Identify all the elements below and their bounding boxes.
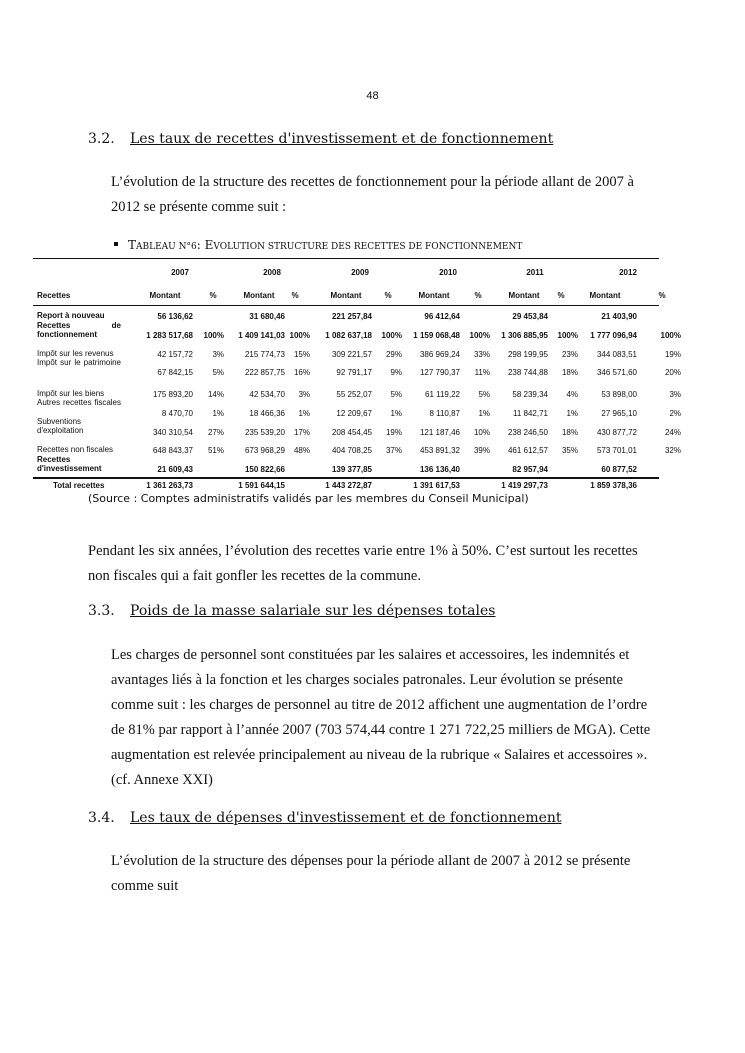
table-cell-amount: 58 239,34 xyxy=(512,390,548,399)
column-header-montant: Montant xyxy=(418,291,450,300)
table-title-part: VOLUTION STRUCTURE DES RECETTES DE FONCTIONNEMENT xyxy=(213,242,523,252)
year-header: 2008 xyxy=(263,268,281,277)
paragraph-line: L’évolution de la structure des dépenses pour la période allant de 2007 à 2012 se présente xyxy=(111,853,631,869)
table-title-part: T xyxy=(128,238,137,252)
table-cell-amount: 386 969,24 xyxy=(419,350,460,359)
table-cell-percent: 100% xyxy=(203,331,224,340)
year-header: 2007 xyxy=(171,268,189,277)
table-cell-amount: 136 136,40 xyxy=(419,465,460,474)
table-cell-amount: 573 701,01 xyxy=(596,446,637,455)
table-cell-amount: 67 842,15 xyxy=(157,368,193,377)
table-cell-amount: 56 136,62 xyxy=(157,312,193,321)
table-cell-percent: 33% xyxy=(473,350,490,359)
table-cell-amount: 96 412,64 xyxy=(424,312,460,321)
column-header-montant: Montant xyxy=(149,291,181,300)
row-label: Impôt sur les biens xyxy=(37,389,105,398)
paragraph-line: avantages liés à la fonction et les charges sociales patronales. Leur évolution se présente xyxy=(111,672,623,688)
section-3-3-paragraph xyxy=(111,643,661,793)
table-cell-amount: 139 377,85 xyxy=(331,465,372,474)
table-cell-percent: 100% xyxy=(557,331,578,340)
paragraph-line: comme suit xyxy=(111,878,179,894)
analysis-paragraph xyxy=(88,539,663,589)
table-title-part: ABLEAU N°6 xyxy=(136,242,197,252)
table-cell-percent: 9% xyxy=(390,368,402,377)
table-cell-amount: 1 391 617,53 xyxy=(413,481,460,490)
table-cell-amount: 29 453,84 xyxy=(512,312,548,321)
paragraph-line: (cf. Annexe XXI) xyxy=(111,772,213,788)
row-label: Report à nouveau xyxy=(37,311,105,320)
table-cell-percent: 3% xyxy=(669,390,681,399)
table-cell-amount: 31 680,46 xyxy=(249,312,285,321)
row-label: Recettes non fiscales xyxy=(37,445,114,454)
table-cell-amount: 21 609,43 xyxy=(157,465,193,474)
paragraph-line: Les charges de personnel sont constituées par les salaires et accessoires, les indemnités et xyxy=(111,647,630,663)
table-cell-percent: 100% xyxy=(660,331,681,340)
paragraph-line: 2012 se présente comme suit : xyxy=(111,199,287,215)
table-cell-amount: 27 965,10 xyxy=(601,409,637,418)
table-cell-amount: 309 221,57 xyxy=(331,350,372,359)
table-cell-percent: 18% xyxy=(561,368,578,377)
column-header-pct: % xyxy=(209,291,217,300)
table-cell-amount: 340 310,54 xyxy=(152,428,193,437)
table-cell-amount: 8 470,70 xyxy=(161,409,193,418)
table-cell-amount: 344 083,51 xyxy=(596,350,637,359)
table-cell-amount: 1 082 637,18 xyxy=(325,331,372,340)
paragraph-line: L’évolution de la structure des recettes de fonctionnement pour la période allant de 2007 à xyxy=(111,174,634,190)
section-title: Poids de la masse salariale sur les dépenses totales xyxy=(130,603,496,619)
table-cell-amount: 11 842,71 xyxy=(513,409,548,418)
year-header: 2012 xyxy=(619,268,637,277)
table-cell-amount: 82 957,94 xyxy=(512,465,548,474)
table-cell-percent: 3% xyxy=(212,350,224,359)
column-header-montant: Montant xyxy=(508,291,540,300)
table-cell-amount: 21 403,90 xyxy=(601,312,637,321)
table-cell-amount: 238 744,88 xyxy=(507,368,548,377)
column-header-pct: % xyxy=(658,291,666,300)
table-cell-percent: 1% xyxy=(478,409,490,418)
column-header-pct: % xyxy=(291,291,299,300)
table-cell-amount: 127 790,37 xyxy=(419,368,460,377)
table-cell-amount: 121 187,46 xyxy=(419,428,460,437)
table-cell-amount: 404 708,25 xyxy=(331,446,372,455)
table-cell-amount: 1 591 644,15 xyxy=(238,481,285,490)
row-label-text: Autres recettes fiscales xyxy=(37,398,121,407)
table-cell-amount: 61 119,22 xyxy=(425,390,460,399)
table-cell-amount: 18 466,36 xyxy=(249,409,285,418)
table-title-part: E xyxy=(204,238,214,252)
column-header-pct: % xyxy=(384,291,392,300)
year-header: 2009 xyxy=(351,268,369,277)
table-cell-percent: 2% xyxy=(669,409,681,418)
table-cell-amount: 175 893,20 xyxy=(152,390,193,399)
table-cell-amount: 92 791,17 xyxy=(336,368,372,377)
row-label xyxy=(37,359,121,368)
table-cell-amount: 208 454,45 xyxy=(331,428,372,437)
column-header-pct: % xyxy=(557,291,565,300)
row-label-text: Impôt sur le patrimoine xyxy=(37,358,121,367)
bullet-icon xyxy=(114,242,118,246)
table-title xyxy=(114,238,522,252)
table-cell-percent: 27% xyxy=(207,428,224,437)
table-cell-amount: 461 612,57 xyxy=(507,446,548,455)
table-cell-amount: 235 539,20 xyxy=(244,428,285,437)
table-cell-percent: 23% xyxy=(561,350,578,359)
table-cell-percent: 35% xyxy=(561,446,578,455)
table-cell-amount: 1 361 263,73 xyxy=(146,481,193,490)
table-cell-percent: 17% xyxy=(293,428,310,437)
paragraph-line: de 81% par rapport à l’année 2007 (703 574,44 contre 1 271 722,25 milliers de MGA). Cette xyxy=(111,722,651,738)
table-cell-percent: 39% xyxy=(473,446,490,455)
table-cell-amount: 238 246,50 xyxy=(507,428,548,437)
paragraph-line: augmentation est relevée principalement au niveau de la rubrique « Salaires et accessoires ». xyxy=(111,747,648,763)
table-cell-amount: 42 534,70 xyxy=(249,390,285,399)
table-cell-percent: 4% xyxy=(566,390,578,399)
source-note: (Source : Comptes administratifs validés par les membres du Conseil Municipal) xyxy=(88,492,529,505)
paragraph-line: Pendant les six années, l’évolution des recettes varie entre 1% à 50%. C’est surtout les recettes xyxy=(88,543,638,559)
table-cell-percent: 11% xyxy=(474,368,490,377)
table-cell-amount: 453 891,32 xyxy=(419,446,460,455)
table-cell-percent: 37% xyxy=(385,446,402,455)
row-label-text: Recettes de fonctionnement xyxy=(37,321,121,339)
section-3-2-paragraph xyxy=(111,170,661,220)
table-cell-amount: 55 252,07 xyxy=(336,390,372,399)
table-cell-percent: 18% xyxy=(561,428,578,437)
table-cell-percent: 3% xyxy=(298,390,310,399)
table-cell-percent: 5% xyxy=(390,390,402,399)
table-cell-amount: 430 877,72 xyxy=(596,428,637,437)
table-cell-amount: 215 774,73 xyxy=(244,350,285,359)
column-header-montant: Montant xyxy=(243,291,275,300)
year-header: 2010 xyxy=(439,268,457,277)
table-cell-percent: 29% xyxy=(385,350,402,359)
table-cell-amount: 1 306 885,95 xyxy=(501,331,548,340)
table-cell-percent: 19% xyxy=(385,428,402,437)
table-cell-percent: 1% xyxy=(566,409,578,418)
table-rule-bottom xyxy=(33,477,659,479)
table-cell-percent: 20% xyxy=(664,368,681,377)
table-cell-amount: 1 777 096,94 xyxy=(590,331,637,340)
table-cell-amount: 1 419 297,73 xyxy=(501,481,548,490)
table-cell-percent: 19% xyxy=(664,350,681,359)
table-cell-amount: 42 157,72 xyxy=(157,350,193,359)
row-label: Total recettes xyxy=(53,481,105,490)
table-cell-percent: 14% xyxy=(207,390,224,399)
table-cell-amount: 346 571,60 xyxy=(596,368,637,377)
row-label: Impôt sur les revenus xyxy=(37,349,114,358)
table-cell-percent: 1% xyxy=(390,409,402,418)
column-header-pct: % xyxy=(474,291,482,300)
table-cell-amount: 1 409 141,03 xyxy=(238,331,285,340)
table-rule-header xyxy=(33,305,659,306)
section-number: 3.4. xyxy=(88,810,115,826)
table-cell-percent: 100% xyxy=(469,331,490,340)
table-cell-amount: 1 159 068,48 xyxy=(413,331,460,340)
table-cell-percent: 24% xyxy=(664,428,681,437)
row-label xyxy=(37,399,121,408)
section-number: 3.3. xyxy=(88,603,115,619)
table-cell-percent: 32% xyxy=(664,446,681,455)
section-title: Les taux de recettes d'investissement et de fonctionnement xyxy=(130,131,554,147)
column-header-montant: Montant xyxy=(330,291,362,300)
section-3-3-heading xyxy=(88,603,495,619)
table-cell-amount: 648 843,37 xyxy=(152,446,193,455)
section-3-2-heading xyxy=(88,131,553,147)
table-cell-percent: 51% xyxy=(207,446,224,455)
column-header-recettes: Recettes xyxy=(37,291,71,300)
section-number: 3.2. xyxy=(88,131,115,147)
table-title-part: : xyxy=(196,238,205,252)
row-label: Recettes d'investissement xyxy=(37,455,102,473)
section-3-4-heading xyxy=(88,810,562,826)
table-cell-amount: 1 859 378,36 xyxy=(590,481,637,490)
table-cell-amount: 53 898,00 xyxy=(601,390,637,399)
table-cell-percent: 5% xyxy=(212,368,224,377)
column-header-montant: Montant xyxy=(589,291,621,300)
table-cell-amount: 673 968,29 xyxy=(244,446,285,455)
table-cell-percent: 48% xyxy=(293,446,310,455)
table-cell-amount: 1 443 272,87 xyxy=(325,481,372,490)
table-cell-amount: 60 877,52 xyxy=(601,465,637,474)
section-title: Les taux de dépenses d'investissement et de fonctionnement xyxy=(130,810,562,826)
page-number: 48 xyxy=(366,90,379,102)
table-cell-amount: 12 209,67 xyxy=(336,409,372,418)
table-cell-amount: 222 857,75 xyxy=(244,368,285,377)
table-cell-percent: 10% xyxy=(473,428,490,437)
table-cell-percent: 5% xyxy=(478,390,490,399)
table-cell-percent: 100% xyxy=(381,331,402,340)
table-cell-amount: 1 283 517,68 xyxy=(146,331,193,340)
table-rule-top xyxy=(33,258,659,259)
table-cell-percent: 16% xyxy=(293,368,310,377)
table-cell-percent: 15% xyxy=(293,350,310,359)
table-cell-percent: 1% xyxy=(298,409,310,418)
table-cell-amount: 150 822,66 xyxy=(244,465,285,474)
table-cell-amount: 221 257,84 xyxy=(331,312,372,321)
year-header: 2011 xyxy=(526,268,544,277)
table-cell-percent: 100% xyxy=(289,331,310,340)
paragraph-line: non fiscales qui a fait gonfler les recettes de la commune. xyxy=(88,568,421,584)
table-cell-amount: 8 110,87 xyxy=(429,409,460,418)
section-3-4-paragraph xyxy=(111,849,661,899)
table-cell-percent: 1% xyxy=(212,409,224,418)
row-label xyxy=(37,322,121,339)
table-cell-amount: 298 199,95 xyxy=(507,350,548,359)
paragraph-line: comme suit : les charges de personnel au titre de 2012 affichent une augmentation de l’ordre xyxy=(111,697,648,713)
row-label: Subventions d'exploitation xyxy=(37,417,84,435)
